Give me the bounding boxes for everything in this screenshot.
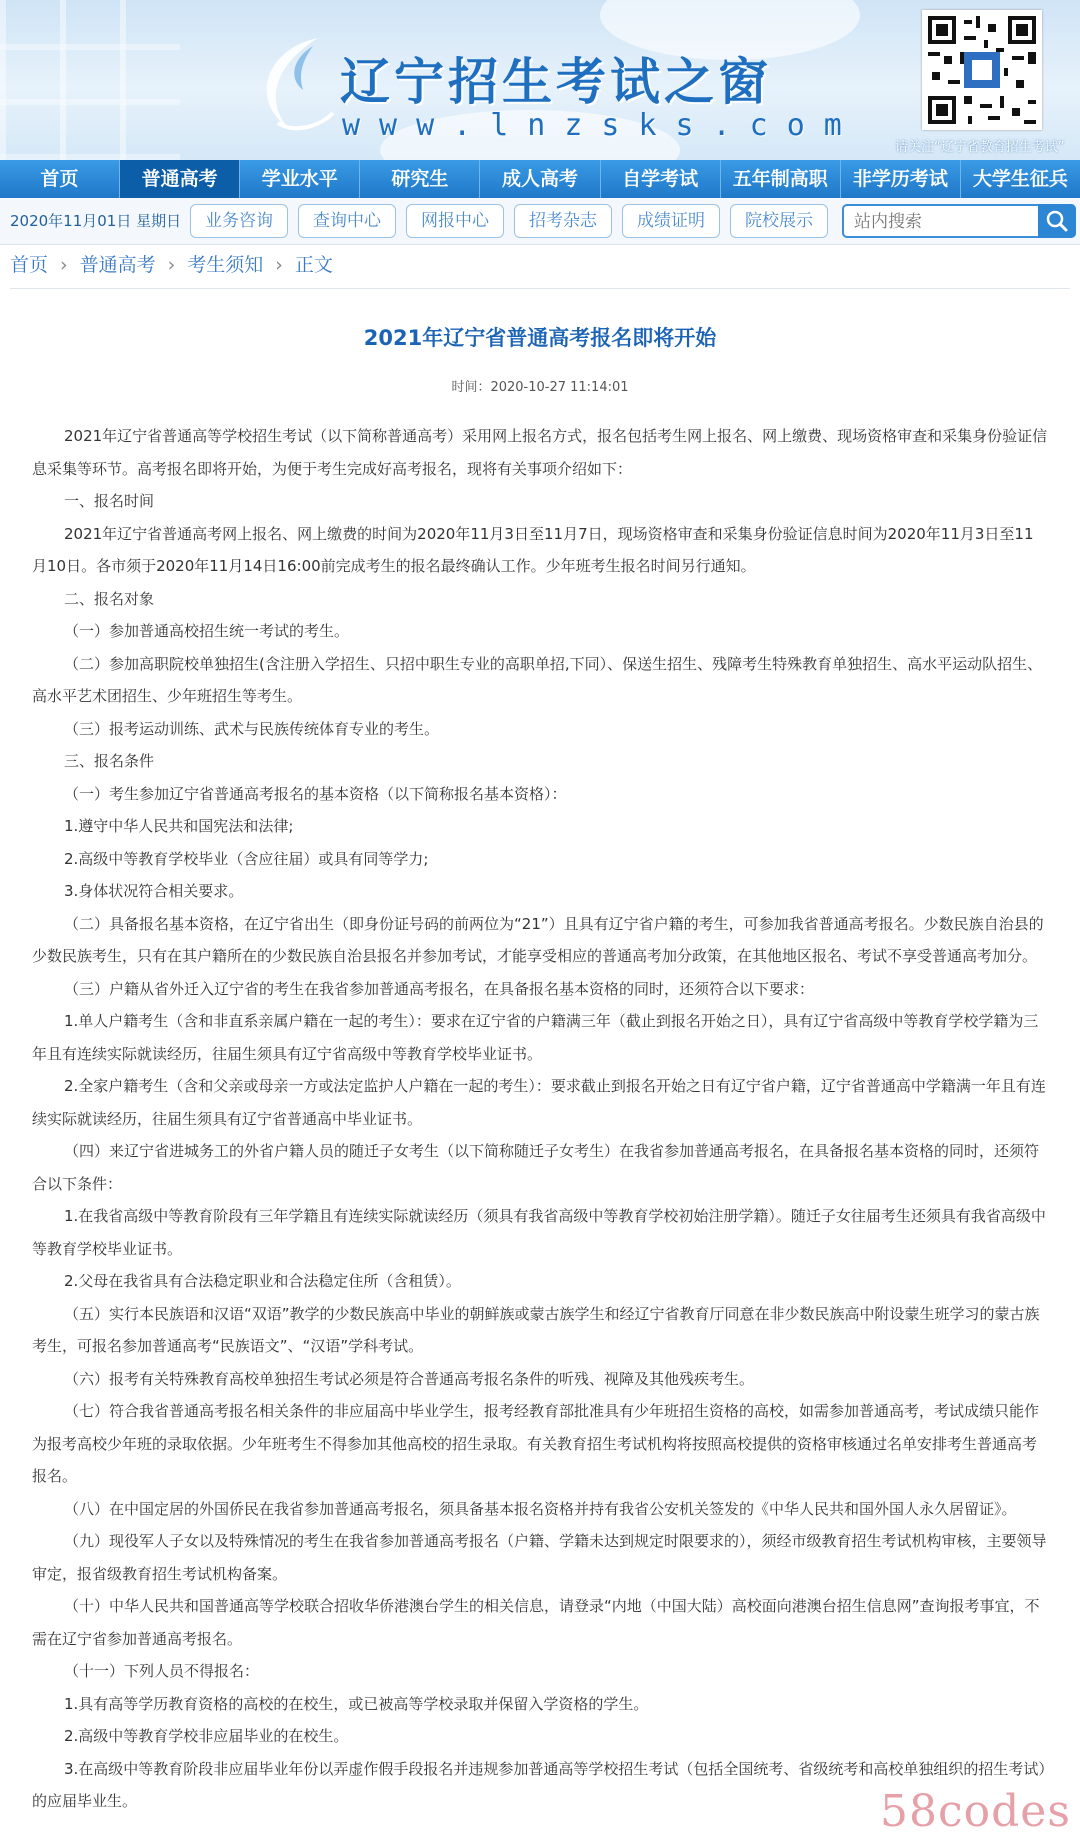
paragraph: （四）来辽宁省进城务工的外省户籍人员的随迁子女考生（以下简称随迁子女考生）在我省参加普通高考报名，在具备报名基本资格的同时，还须符合以下条件： (32, 1142, 1040, 1193)
magazine-button[interactable]: 招考杂志 (514, 204, 612, 238)
consult-button[interactable]: 业务咨询 (190, 204, 288, 238)
paragraph: （一）考生参加辽宁省普通高考报名的基本资格（以下简称报名基本资格）： (64, 784, 567, 803)
paragraph: 2.全家户籍考生（含和父亲或母亲一方或法定监护人户籍在一起的考生）：要求截止到报名开始之日有辽宁省户籍，辽宁省普通高中学籍满一年且有连续实际就读经历，往届生须具有辽宁省普通高中毕业证书。 (32, 1077, 1046, 1128)
window-decoration (0, 0, 180, 160)
qr-code-icon (922, 10, 1042, 130)
paragraph: （八）在中国定居的外国侨民在我省参加普通高考报名，须具备基本报名资格并持有我省公安机关签发的《中华人民共和国外国人永久居留证》。 (64, 1499, 1017, 1518)
paragraph: 二、报名对象 (64, 589, 155, 608)
breadcrumb-current: 正文 (294, 254, 333, 276)
paragraph: 3.在高级中等教育阶段非应届毕业年份以弄虚作假手段报名并违规参加普通高等学校招生考试（包括全国统考、省级统考和高校单独组织的招生考试）的应届毕业生。 (32, 1759, 1046, 1810)
paragraph: （二）具备报名基本资格，在辽宁省出生（即身份证号码的前两位为“21”）且具有辽宁省户籍的考生，可参加我省普通高考报名。少数民族自治县的少数民族考生，只有在其户籍所在的少数民族自治县报名并参加考试，才能享受相应的普通高考加分政策，在其他地区报名、考试不享受普通高考加分。 (32, 914, 1044, 965)
paragraph: （一）参加普通高校招生统一考试的考生。 (64, 622, 350, 640)
site-search (842, 204, 1076, 238)
nav-item-selfstudy[interactable]: 自学考试 (601, 160, 721, 198)
nav-item-xueye[interactable]: 学业水平 (240, 160, 360, 198)
search-input[interactable] (852, 206, 1036, 238)
article-body (32, 420, 1048, 1818)
nav-item-home[interactable]: 首页 (0, 160, 120, 198)
breadcrumb-home[interactable]: 首页 (10, 254, 49, 276)
paragraph: （九）现役军人子女以及特殊情况的考生在我省参加普通高考报名（户籍、学籍未达到规定时限要求的），须经市级教育招生考试机构审核，主要领导审定，报省级教育招生考试机构备案。 (32, 1532, 1047, 1583)
search-icon (1038, 204, 1076, 238)
nav-item-adult[interactable]: 成人高考 (480, 160, 600, 198)
logo-icon (248, 28, 338, 138)
paragraph: 2.高级中等教育学校毕业（含应往届）或具有同等学力; (64, 849, 429, 868)
paragraph: （三）户籍从省外迁入辽宁省的考生在我省参加普通高考报名，在具备报名基本资格的同时，还须符合以下要求： (64, 979, 815, 998)
paragraph: （七）符合我省普通高考报名相关条件的非应届高中毕业学生，报考经教育部批准具有少年班招生资格的高校，如需参加普通高考，考试成绩只能作为报考高校少年班的录取依据。少年班考生不得参加其他高校的招生录取。有关教育招生考试机构将按照高校提供的资格审核通过名单安排考生普通高考报名。 (32, 1402, 1040, 1485)
score-certificate-button[interactable]: 成绩证明 (622, 204, 720, 238)
paragraph: （十）中华人民共和国普通高等学校联合招收华侨港澳台学生的相关信息，请登录“内地（中国大陆）高校面向港澳台招生信息网”查询报考事宜，不需在辽宁省参加普通高考报名。 (32, 1597, 1040, 1648)
paragraph: 3.身体状况符合相关要求。 (64, 882, 244, 900)
nav-item-graduate[interactable]: 研究生 (360, 160, 480, 198)
breadcrumb-gaokao[interactable]: 普通高考 (79, 254, 156, 276)
chevron-right-icon: › (167, 254, 176, 276)
current-date: 2020年11月01日 星期日 (10, 212, 182, 230)
search-button[interactable] (1038, 204, 1076, 238)
watermark: 58codes (880, 1786, 1071, 1837)
chevron-right-icon: › (60, 254, 68, 276)
paragraph: （三）报考运动训练、武术与民族传统体育专业的考生。 (64, 719, 440, 738)
paragraph: 三、报名条件 (64, 752, 155, 770)
paragraph: （五）实行本民族语和汉语“双语”教学的少数民族高中毕业的朝鲜族或蒙古族学生和经辽宁省教育厅同意在非少数民族高中附设蒙生班学习的蒙古族考生，可报名参加普通高考“民族语文”、“汉语”学科考试。 (32, 1304, 1040, 1355)
divider (10, 288, 1070, 289)
paragraph: （十一）下列人员不得报名： (64, 1662, 260, 1680)
paragraph: 1.遵守中华人民共和国宪法和法律; (64, 817, 294, 835)
nav-item-fiveyear[interactable]: 五年制高职 (721, 160, 841, 198)
site-title[interactable]: 辽宁招生考试之窗 (340, 53, 772, 111)
college-showcase-button[interactable]: 院校展示 (730, 204, 828, 238)
article-time: 时间：2020-10-27 11:14:01 (451, 380, 629, 395)
article-title: 2021年辽宁省普通高考报名即将开始 (363, 326, 717, 350)
nav-item-enlist[interactable]: 大学生征兵 (972, 168, 1068, 190)
chevron-right-icon: › (275, 254, 283, 276)
paragraph: 2.父母在我省具有合法稳定职业和合法稳定住所（含租赁）。 (64, 1272, 461, 1290)
query-center-button[interactable]: 查询中心 (298, 204, 396, 238)
nav-item-gaokao[interactable]: 普通高考 (120, 160, 240, 198)
paragraph: （二）参加高职院校单独招生(含注册入学招生、只招中职生专业的高职单招,下同）、保送生招生、残障考生特殊教育单独招生、高水平运动队招生、高水平艺术团招生、少年班招生等考生。 (32, 654, 1043, 705)
paragraph: 2.高级中等教育学校非应届毕业的在校生。 (64, 1727, 349, 1745)
paragraph: 1.单人户籍考生（含和非直系亲属户籍在一起的考生）：要求在辽宁省的户籍满三年（截止到报名开始之日），具有辽宁省高级中等教育学校学籍为三年且有连续实际就读经历，往届生须具有辽宁省高级中等教育学校毕业证书。 (32, 1012, 1039, 1063)
main-nav (0, 160, 1080, 198)
paragraph: 1.在我省高级中等教育阶段有三年学籍且有连续实际就读经历（须具有我省高级中等教育学校初始注册学籍）。随迁子女往届考生还须具有我省高级中等教育学校毕业证书。 (32, 1207, 1046, 1258)
paragraph: （六）报考有关特殊教育高校单独招生考试必须是符合普通高考报名条件的听残、视障及其他残疾考生。 (64, 1369, 755, 1388)
nav-item-nondegree[interactable]: 非学历考试 (841, 160, 961, 198)
online-register-button[interactable]: 网报中心 (406, 204, 504, 238)
paragraph: 1.具有高等学历教育资格的高校的在校生，或已被高等学校录取并保留入学资格的学生。 (64, 1694, 649, 1713)
paragraph: 2021年辽宁省普通高考网上报名、网上缴费的时间为2020年11月3日至11月7日，现场资格审查和采集身份验证信息时间为2020年11月3日至11月10日。各市须于2020年11月14日16:00前完成考生的报名最终确认工作。少年班考生报名时间另行通知。 (32, 524, 1034, 575)
breadcrumb (10, 250, 333, 277)
paragraph: 一、报名时间 (64, 492, 155, 510)
header-banner (0, 0, 1080, 160)
breadcrumb-notice[interactable]: 考生须知 (187, 254, 264, 276)
site-url: www.lnzsks.com (342, 108, 861, 143)
paragraph: 2021年辽宁省普通高等学校招生考试（以下简称普通高考）采用网上报名方式，报名包括考生网上报名、网上缴费、现场资格审查和采集身份验证信息采集等环节。高考报名即将开始，为便于考生完成好高考报名，现将有关事项介绍如下： (32, 427, 1048, 478)
qr-caption: 请关注“辽宁省教育招生考试” (895, 140, 1065, 155)
